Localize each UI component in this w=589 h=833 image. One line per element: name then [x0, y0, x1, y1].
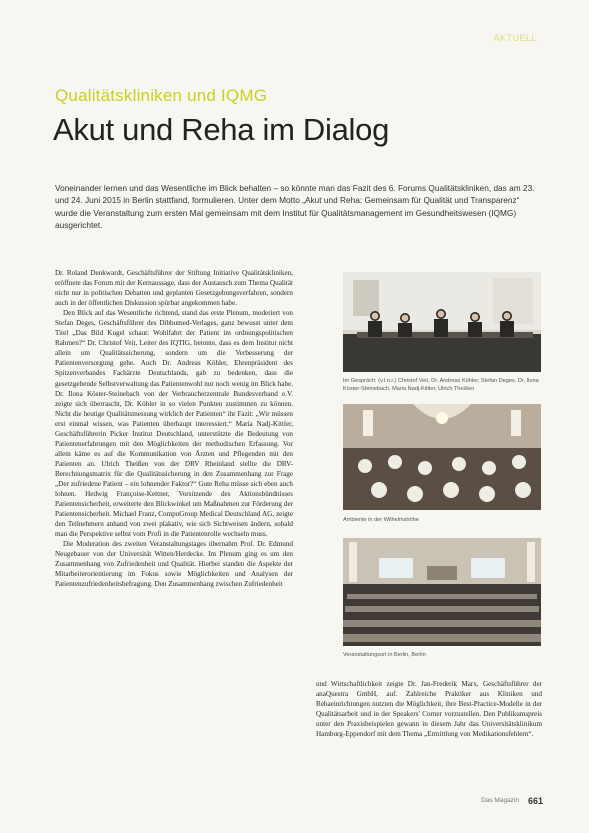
photo-caption: Veranstaltungsort in Berlin, Berlin [343, 652, 426, 658]
footer-magazine-name: Das Magazin [481, 797, 519, 804]
article-headline: Akut und Reha im Dialog [53, 112, 390, 147]
podium-image [343, 272, 541, 372]
hall-image [343, 404, 541, 510]
body-paragraph: Den Blick auf das Wesentliche richtend, stand das erste Plenum, moderiert von Stefan Deges, Geschäftsführer des Dibbumed-Verlages, ganz bewusst unter dem Titel „Das Bild Kugel schaut: Wohlfahrt der Patient im ordnungspolitischen Rahmen?“ Dr. Christof Veit, Leiter des IQTIG, betonte, dass es dem Institut nicht allein um Qualitätssicherung, sondern um die Verbesserung der Patientenversorgung gehe. Auch Dr. Andreas Köhler, Ehrenpräsident des Spitzenverbandes Fachärzte Deutschlands, gab zu bedenken, dass die gesetzgebende Selbstverwaltung das Patientenwohl nur noch wenig im Blick habe. Dr. Ilona Köster-Steinebach von der Verbraucherzentrale Bundesverband e.V. zeigte sich überrascht, Dr. Köhler in so vielen Punkten zustimmen zu können. Nicht die heutige Qualitätsmessung wirklich der Patienten“ ihr Fazit: „Wir müssen erst einmal wissen, was Patienten überhaupt interessiert.“ Maria Nadj-Kittler, Geschäftsführerin Picker Institut Deutschland, unterstützte die Bedeutung von Patientenerfahrungen mit den Möglichkeiten der methodischen Erfassung. Vor allem käme es auf die Kommunikation von Ärzten und Pflegenden mit den Patienten an. Ulrich Theißen von der DRV Rheinland stellte die DRV-Berechnungsmatrix für die Qualitätssicherung in den Zusammenhang zur Frage „Der zufriedene Patient – ein lohnender Faktor?“ Gute Reha müsse sich eben auch lohnen. Hedwig Françoise-Kettner, Vorsitzende des Aktionsbündnisses Patientensicherheit, erweiterte den Blickwinkel um Maßnahmen zur Förderung der Patientensicherheit. Michael Franz, CompuGroup Medical Deutschland AG, zeigte den Teilnehmern anhand von zwei plakativ, wie sich Sichtweisen ändern, sobald man die Perspektive selbst vom Profi in die Patientenrolle wechseln muss. [55, 309, 293, 539]
photo-audience [343, 538, 541, 646]
photo-hall [343, 404, 541, 510]
photo-caption: Im Gespräch: (v.l.n.r.) Christof Veit, Dr. Andreas Köhler, Stefan Deges, Dr. Ilona Köster-Steinebach, Maria Nadj-Kittler, Ulrich Theißen [343, 378, 539, 392]
body-column-left [55, 268, 293, 590]
body-paragraph: und Wirtschaftlichkeit zeigte Dr. Jan-Frederik Marx, Geschäftsführer der anaQuestra GmbH, auf. Zahlreiche Praktiker aus Kliniken und Rehaeinrichtungen nutzten die Möglichkeit, ihre Best-Practice-Modelle in der Qualitätsarbeit und in der Speakers' Corner vorzustellen. Den Publikumspreis unter den Praxisbeispielen gewann in diesem Jahr das Universitätsklinikum Hamburg-Eppendorf mit dem Thema „Ermittlung von Medikationsfehlern“. [316, 680, 542, 739]
body-paragraph: Die Moderation des zweiten Veranstaltungstages übernahm Prof. Dr. Edmund Neugebauer von der Universität Witten/Herdecke. Im Plenum ging es um den Zusammenhang von Zufriedenheit und Qualität. Hierbei standen die Aspekte der Mitarbeiterorientierung im Fokus sowie Möglichkeiten und Analysen der Patientenzufriedenheitsbefragung. Den Zusammenhang zwischen Zufriedenheit [55, 540, 293, 589]
article-lead: Voneinander lernen und das Wesentliche im Blick behalten – so könnte man das Fazit des 6. Forums Qualitätskliniken, das am 23. und 24. Juni 2015 in Berlin stattfand, formulieren. Unter dem Motto „Akut und Reha: Gemeinsam für Qualität und Transparenz“ wurde die Veranstaltung zum ersten Mal gemeinsam mit dem Institut für Qualitätsmanagement im Gesundheitswesen (IQMG) ausgerichtet. [55, 183, 535, 230]
body-paragraph: Dr. Roland Denkwardt, Geschäftsführer der Stiftung Initiative Qualitätskliniken, eröffnete das Forum mit der Kernaussage, dass der Austausch zum Thema Qualität nicht nur in politischen Debatten und geplanten Gesetzgebungsverfahren, sondern auch in der öffentlichen Diskussion spürbar angekommen habe. [55, 269, 293, 308]
page-number: 661 [527, 796, 543, 806]
section-tag: AKTUELL [493, 33, 537, 43]
article-kicker: Qualitätskliniken und IQMG [55, 86, 268, 105]
photo-caption: Ambiente in der Wilhelmshöhe [343, 517, 419, 523]
body-column-right [316, 679, 542, 739]
photo-podium [343, 272, 541, 372]
audience-image [343, 538, 541, 646]
